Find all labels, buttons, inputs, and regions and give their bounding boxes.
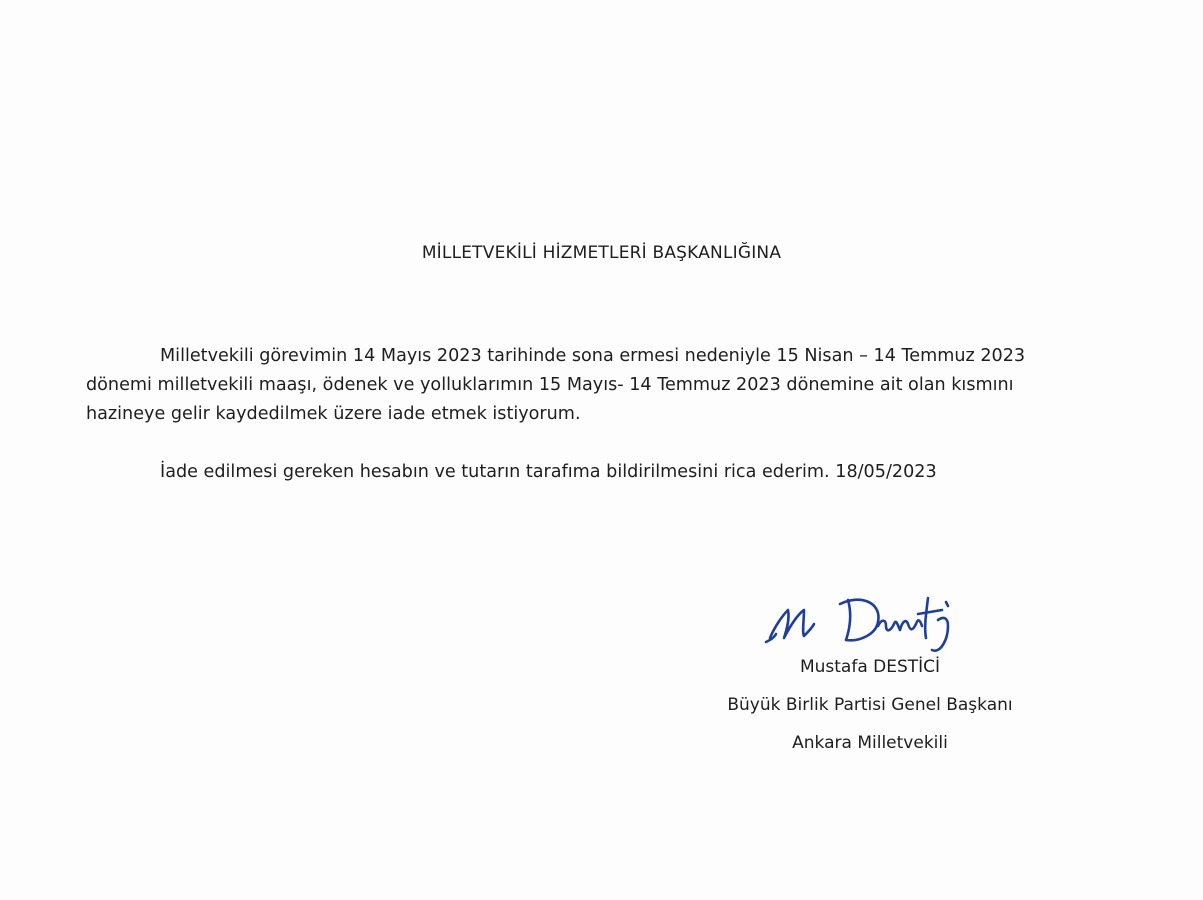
paragraph-1	[86, 342, 1146, 429]
paragraph-1-line-1: Milletvekili görevimin 14 Mayıs 2023 tarihinde sona ermesi nedeniyle 15 Nisan – 14 Temmuz 2023	[160, 346, 1026, 366]
recipient-heading: MİLLETVEKİLİ HİZMETLERİ BAŞKANLIĞINA	[421, 243, 782, 263]
signer-block	[700, 648, 1040, 762]
signer-position: Ankara Milletvekili	[792, 733, 948, 753]
signer-name: Mustafa DESTİCİ	[799, 657, 941, 677]
paragraph-1-line-2: dönemi milletvekili maaşı, ödenek ve yolluklarımın 15 Mayıs- 14 Temmuz 2023 dönemine ait olan kısmını	[86, 375, 1014, 395]
paragraph-2: İade edilmesi gereken hesabın ve tutarın tarafıma bildirilmesini rica ederim. 18/05/2023	[160, 462, 937, 482]
paragraph-1-line-3: hazineye gelir kaydedilmek üzere iade etmek istiyorum.	[86, 404, 581, 424]
signer-title: Büyük Birlik Partisi Genel Başkanı	[727, 695, 1013, 715]
